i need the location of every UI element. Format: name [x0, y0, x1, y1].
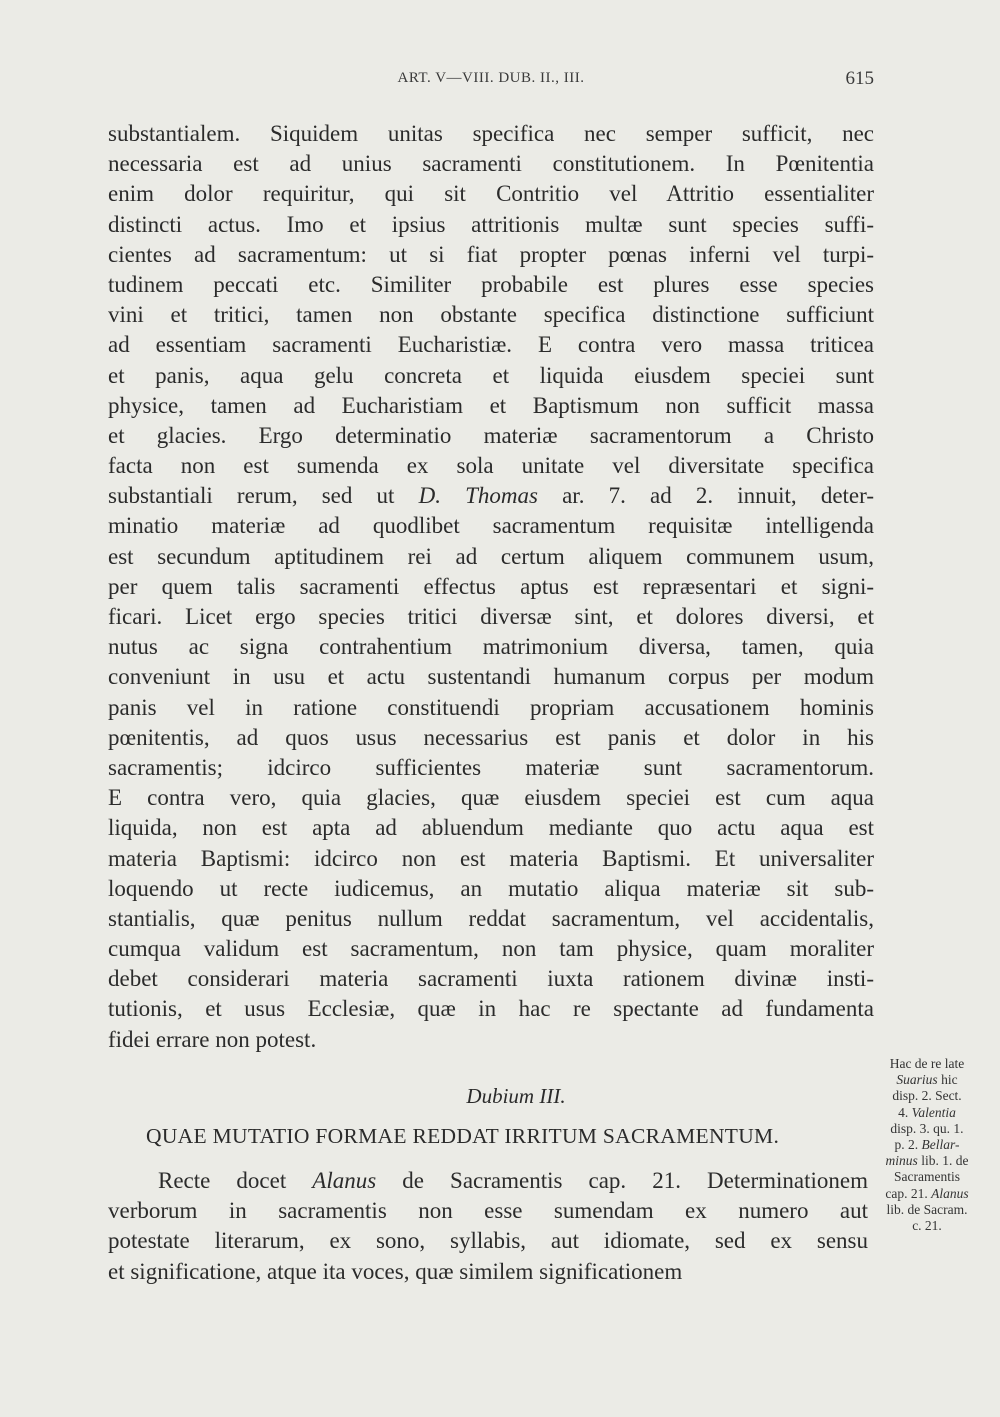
italic-name: minus — [885, 1153, 918, 1169]
margin-note-line: 4. Valentia — [898, 1104, 956, 1120]
text-line: tudinem peccati etc. Similiter probabile est plures esse species — [108, 271, 874, 297]
text-line: liquida, non est apta ad abluendum mediante quo actu aqua est — [108, 815, 874, 841]
text-line: ficari. Licet ergo species tritici diversæ sint, et dolores diversi, et — [108, 604, 874, 629]
text-line: substantiali rerum, sed ut D. Thomas ar. 7. ad 2. innuit, deter- — [108, 483, 874, 509]
running-title: ART. V—VIII. DUB. II., III. — [397, 70, 585, 86]
text-line: minatio materiæ ad quodlibet sacramentum requisitæ intelligenda — [108, 513, 874, 539]
text-line: panis vel in ratione constituendi propriam accusationem hominis — [108, 694, 874, 720]
text-line: enim dolor requiritur, qui sit Contritio vel Attritio essentialiter — [108, 181, 874, 207]
text-line: verborum in sacramentis non esse sumendam ex numero aut — [108, 1198, 868, 1224]
text-line: et panis, aqua gelu concreta et liquida eiusdem speciei sunt — [108, 362, 874, 388]
margin-note-line: lib. de Sacram. — [886, 1201, 968, 1217]
text-line: per quem talis sacramenti effectus aptus est repræsentari et signi- — [108, 573, 874, 599]
margin-note-line: Hac de re late — [889, 1056, 965, 1071]
text-line: fidei errare non potest. — [108, 1026, 317, 1052]
text-line: est secundum aptitudinem rei ad certum aliquem communem usum, — [108, 543, 874, 569]
text-line: ad essentiam sacramenti Eucharistiæ. E contra vero massa triticea — [108, 332, 874, 358]
italic-name: Alanus — [312, 1168, 377, 1193]
margin-note-line: disp. 3. qu. 1. — [890, 1120, 964, 1136]
margin-note-line: Suarius hic — [896, 1072, 958, 1088]
margin-note-line: disp. 2. Sect. — [892, 1088, 962, 1104]
text-line: conveniunt in usu et actu sustentandi humanum corpus per modum — [108, 664, 874, 690]
text-line: vini et tritici, tamen non obstante specifica distinctione sufficiunt — [108, 302, 874, 328]
text-line: cientes ad sacramentum: ut si fiat propter pœnas inferni vel turpi- — [108, 241, 874, 267]
text-line: Recte docet Alanus de Sacramentis cap. 21. Determinationem — [158, 1168, 868, 1193]
text-line: pœnitentis, ad quos usus necessarius est panis et dolor in his — [108, 724, 874, 750]
text-line: potestate literarum, ex sono, syllabis, aut idiomate, sed ex sensu — [108, 1228, 868, 1254]
margin-note-line: minus lib. 1. de — [885, 1153, 969, 1169]
margin-note-line: c. 21. — [912, 1218, 942, 1234]
text-line: cumqua validum est sacramentum, non tam physice, quam moraliter — [108, 936, 874, 962]
text-line: nutus ac signa contrahentium matrimonium diversa, tamen, quia — [108, 634, 874, 660]
italic-name: Alanus — [931, 1185, 969, 1201]
text-line: facta non est sumenda ex sola unitate vel diversitate specifica — [108, 453, 874, 479]
italic-name: Suarius — [896, 1072, 938, 1088]
text-line: sacramentis; idcirco sufficientes materiæ sunt sacramentorum. — [108, 754, 874, 780]
italic-name: Valentia — [911, 1104, 956, 1120]
text-line: substantialem. Siquidem unitas specifica nec semper sufficit, nec — [108, 121, 874, 146]
section-paragraph — [108, 1166, 868, 1287]
body-paragraph — [108, 119, 874, 1055]
dubium-heading: Dubium III. — [466, 1084, 566, 1108]
margin-note-line: Sacramentis — [894, 1169, 960, 1185]
text-line: distincti actus. Imo et ipsius attritionis multæ sunt species suffi- — [108, 211, 874, 237]
text-line: physice, tamen ad Eucharistiam et Baptismum non sufficit massa — [108, 392, 874, 418]
text-line: et significatione, atque ita voces, quæ similem significationem — [108, 1258, 683, 1284]
text-line: materia Baptismi: idcirco non est materia Baptismi. Et universaliter — [108, 845, 874, 871]
italic-name: D. Thomas — [418, 483, 538, 509]
margin-note-line: p. 2. Bellar- — [894, 1137, 960, 1153]
page-number: 615 — [845, 68, 874, 89]
text-line: debet considerari materia sacramenti iuxta rationem divinæ insti- — [108, 966, 874, 992]
text-line: loquendo ut recte iudicemus, an mutatio aliqua materiæ sit sub- — [108, 875, 874, 901]
text-line: tutionis, et usus Ecclesiæ, quæ in hac re spectante ad fundamenta — [108, 996, 874, 1022]
running-head — [108, 70, 874, 92]
section-title: QUAE MUTATIO FORMAE REDDAT IRRITUM SACRAMENTUM. — [146, 1124, 780, 1148]
text-line: et glacies. Ergo determinatio materiæ sacramentorum a Christo — [108, 422, 874, 448]
italic-name: Bellar- — [921, 1137, 960, 1153]
text-line: E contra vero, quia glacies, quæ eiusdem speciei est cum aqua — [108, 785, 874, 811]
text-line: stantialis, quæ penitus nullum reddat sacramentum, vel accidentalis, — [108, 905, 874, 931]
text-line: necessaria est ad unius sacramenti constitutionem. In Pœnitentia — [108, 151, 874, 177]
margin-note — [868, 1056, 986, 1234]
margin-note-line: cap. 21. Alanus — [885, 1185, 969, 1201]
